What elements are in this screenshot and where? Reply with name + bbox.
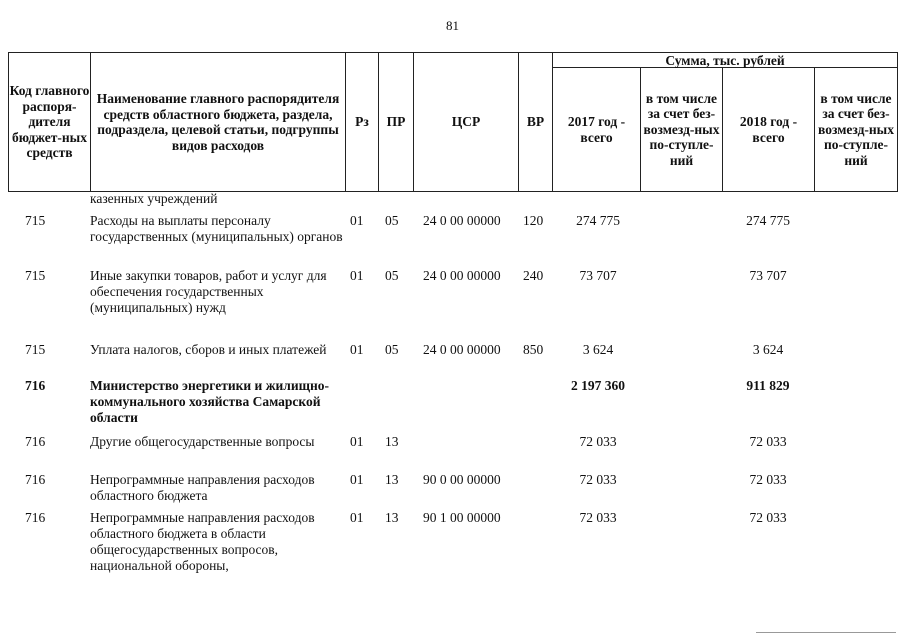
row-sum-2018: 73 707 [749, 268, 787, 283]
row-vr: 120 [523, 213, 544, 228]
row-sum-2018: 72 033 [749, 472, 787, 487]
header-pr: ПР [379, 53, 414, 191]
row-sum-2017: 2 197 360 [571, 378, 625, 393]
row-vr: 850 [523, 342, 544, 357]
header-code: Код главного распоря-дителя бюджет-ных средств [9, 53, 91, 191]
header-2017-total: 2017 год - всего [553, 68, 641, 191]
row-rz: 01 [350, 342, 364, 357]
row-sum-2018: 274 775 [746, 213, 790, 228]
row-code: 716 [25, 434, 46, 449]
row-name: Расходы на выплаты персоналу государственных (муниципальных) органов [90, 213, 343, 244]
row-name: Другие общегосударственные вопросы [90, 434, 315, 449]
row-code: 715 [25, 213, 46, 228]
row-csr: 24 0 00 00000 [423, 268, 501, 283]
header-2018-free: в том числе за счет без-возмезд-ных по-ступле-ний [818, 90, 894, 168]
row-rz: 01 [350, 213, 364, 228]
row-sum-2017: 274 775 [576, 213, 620, 228]
row-csr: 90 1 00 00000 [423, 510, 501, 525]
row-sum-2018: 72 033 [749, 434, 787, 449]
row-sum-2017: 72 033 [579, 434, 617, 449]
row-sum-2018: 3 624 [752, 342, 784, 357]
row-name: Иные закупки товаров, работ и услуг для обеспечения государственных (муниципальных) нужд [90, 268, 327, 315]
row-pr: 13 [385, 434, 399, 449]
row-sum-2017: 3 624 [582, 342, 614, 357]
row-rz: 01 [350, 510, 364, 525]
row-sum-2018: 72 033 [749, 510, 787, 525]
row-pr: 05 [385, 213, 399, 228]
row-csr: 24 0 00 00000 [423, 213, 501, 228]
row-sum-2017: 72 033 [579, 472, 617, 487]
row-pr: 05 [385, 342, 399, 357]
row-name: Министерство энергетики и жилищно-коммунального хозяйства Самарской области [90, 378, 330, 425]
row-pr: 13 [385, 510, 399, 525]
header-sum-title: Сумма, тыс. рублей [553, 53, 897, 68]
row-pr: 13 [385, 472, 399, 487]
row-csr: 90 0 00 00000 [423, 472, 501, 487]
header-csr: ЦСР [414, 53, 519, 191]
table-header [8, 52, 898, 192]
row-name: Уплата налогов, сборов и иных платежей [90, 342, 327, 357]
page-number: 81 [446, 18, 459, 33]
row-code: 715 [25, 268, 46, 283]
row-pr: 05 [385, 268, 399, 283]
scan-edge [756, 632, 896, 633]
row-sum-2017: 73 707 [579, 268, 617, 283]
row-code: 716 [25, 472, 46, 487]
header-2017-free: в том числе за счет без-возмезд-ных по-ступле-ний [641, 68, 723, 191]
row-code: 715 [25, 342, 46, 357]
row-code: 716 [25, 378, 46, 393]
continuation-text: казенных учреждений [90, 191, 218, 206]
row-vr: 240 [523, 268, 544, 283]
row-sum-2017: 72 033 [579, 510, 617, 525]
row-code: 716 [25, 510, 46, 525]
header-name: Наименование главного распорядителя средств областного бюджета, раздела, подраздела, целевой статьи, подгруппы видов расходов [91, 53, 346, 191]
row-rz: 01 [350, 268, 364, 283]
row-rz: 01 [350, 434, 364, 449]
header-rz: Рз [346, 53, 379, 191]
row-csr: 24 0 00 00000 [423, 342, 501, 357]
row-rz: 01 [350, 472, 364, 487]
row-name: Непрограммные направления расходов областного бюджета [90, 472, 315, 503]
row-sum-2018: 911 829 [746, 378, 790, 393]
header-2018-total: 2018 год - всего [723, 68, 815, 191]
row-name: Непрограммные направления расходов областного бюджета в области общегосударственных вопросов, национальной обороны, [90, 510, 315, 573]
header-vr: ВР [519, 53, 553, 191]
